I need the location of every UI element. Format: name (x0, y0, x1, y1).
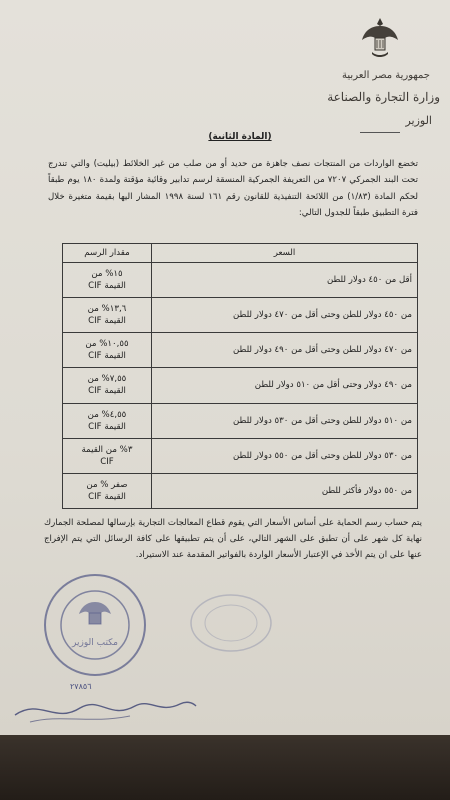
fee-value: ٤,٥٥% من (87, 409, 127, 420)
fee-value: ٧,٥٥% من (87, 374, 127, 385)
price-cell: أقل من ٤٥٠ دولار للطن (152, 263, 418, 298)
fee-basis: القيمة CIF (88, 316, 126, 327)
rates-table (62, 243, 418, 509)
table-row (63, 403, 418, 438)
article-paragraph: تخضع الواردات من المنتجات نصف جاهزة من حديد أو من صلب من غير الخلائط (بيليت) والتي تندرج تحت البند الجمركي ٧٢٠٧ من التعريفة الجمركية المنسقة لرسم تدابير وقائية مؤقتة ولمدة ١٨٠ يوم طبقاً لحكم المادة (١/٨٣) من اللائحة التنفيذية للقانون رقم ١٦١ لسنة ١٩٩٨ المشار اليها بقيمة متغيرة خلال فترة التطبيق طبقاً للجدول التالي: (48, 159, 418, 219)
letterhead-minister: الوزير (405, 114, 432, 127)
fee-value: ١٠,٥٥% من (85, 339, 129, 350)
table-row (63, 333, 418, 368)
price-cell: من ٥٣٠ دولار للطن وحتى أقل من ٥٥٠ دولار للطن (152, 438, 418, 473)
price-cell: من ٥١٠ دولار للطن وحتى أقل من ٥٣٠ دولار للطن (152, 403, 418, 438)
fee-cell (63, 333, 152, 368)
header-fee: مقدار الرسم (63, 244, 152, 263)
fee-value: صفر % من (86, 479, 128, 490)
eagle-emblem-icon (360, 14, 400, 64)
letterhead-ministry: وزارة التجارة والصناعة (327, 90, 440, 104)
fee-value: ٣% من القيمة (81, 444, 133, 455)
seal-text: مكتب الوزير (72, 638, 118, 648)
price-cell: من ٥٥٠ دولار فأكثر للطن (152, 473, 418, 508)
fee-value: ١٥% من (91, 269, 123, 280)
article-title: (المادة الثانية) (208, 132, 272, 142)
fee-cell (63, 473, 152, 508)
table-row (63, 368, 418, 403)
header-price: السعر (152, 244, 418, 263)
faded-seal-icon (188, 592, 274, 654)
fee-cell (63, 403, 152, 438)
letterhead-country: جمهورية مصر العربية (342, 70, 430, 81)
stamp-number: ٢٧٨٥٦ (70, 682, 92, 691)
price-cell: من ٤٥٠ دولار للطن وحتى أقل من ٤٧٠ دولار للطن (152, 298, 418, 333)
fee-basis: القيمة CIF (88, 491, 126, 502)
table-row (63, 298, 418, 333)
fee-cell (63, 263, 152, 298)
letterhead-underline (360, 132, 400, 133)
background-surface (0, 735, 450, 800)
fee-cell (63, 438, 152, 473)
table-row (63, 438, 418, 473)
fee-cell (63, 298, 152, 333)
fee-basis: القيمة CIF (88, 351, 126, 362)
table-row (63, 263, 418, 298)
price-cell: من ٤٧٠ دولار للطن وحتى أقل من ٤٩٠ دولار للطن (152, 333, 418, 368)
fee-value: ١٣,٦% من (87, 304, 127, 315)
fee-basis: CIF (100, 456, 114, 467)
ministry-seal-icon (42, 572, 148, 678)
fee-basis: القيمة CIF (88, 281, 126, 292)
footer-paragraph: يتم حساب رسم الحماية على أساس الأسعار التي يقوم قطاع المعالجات التجارية بإرسالها لمصلحة الجمارك نهاية كل شهر على أن تطبق على الشهر التالي، على أن يتم تطبيقها على كافة الرسائل التي يتم الإفراج عنها على ان يتم الأخذ في الإعتبار الأسعار الواردة بالفواتير المقدمة عند الاستيراد. (44, 518, 422, 560)
price-cell: من ٤٩٠ دولار وحتى أقل من ٥١٠ دولار للطن (152, 368, 418, 403)
table-header-row (63, 244, 418, 263)
table-row (63, 473, 418, 508)
signature-icon (10, 690, 200, 730)
fee-basis: القيمة CIF (88, 386, 126, 397)
fee-basis: القيمة CIF (88, 421, 126, 432)
fee-cell (63, 368, 152, 403)
